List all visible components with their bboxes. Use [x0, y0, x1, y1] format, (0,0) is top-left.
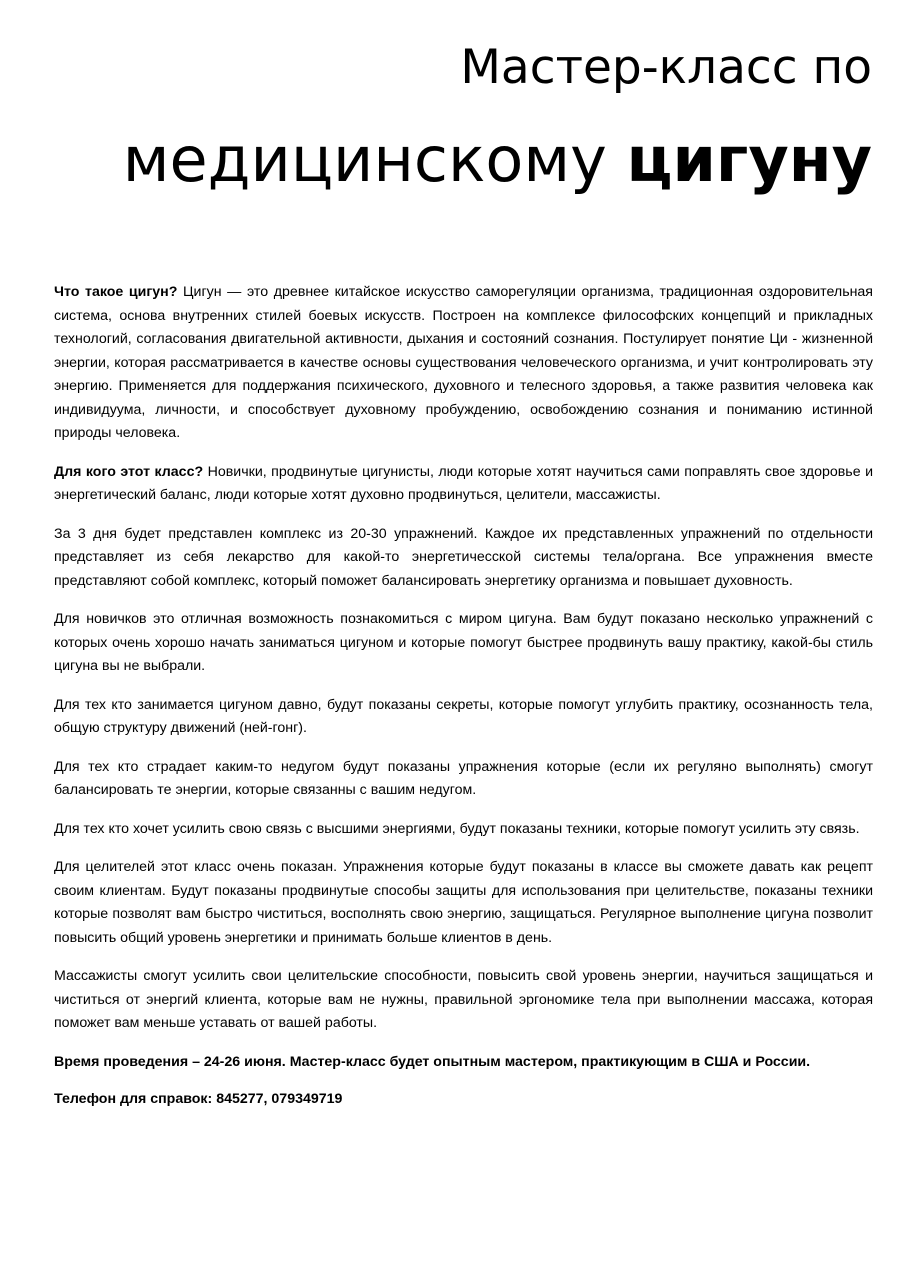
paragraph-program	[54, 523, 873, 594]
paragraph-what-is-qigong	[54, 281, 873, 446]
paragraph-text: Новички, продвинутые цигунисты, люди которые хотят научиться сами поправлять свое здоровье и энергетический баланс, люди которые хотят духовно продвинуться, целители, массажисты.	[54, 463, 873, 503]
paragraph-massage-therapists	[54, 965, 873, 1036]
paragraph-experienced	[54, 694, 873, 741]
schedule-line: Время проведения – 24-26 июня. Мастер-класс будет опытным мастером, практикующим в США и России.	[54, 1053, 811, 1070]
title-line-1: Мастер-класс по	[460, 40, 872, 95]
paragraph-text: Для тех кто страдает каким-то недугом будут показаны упражнения которые (если их регуляно выполнять) смогут балансировать те энергии, которые связанны с вашим недугом.	[54, 758, 873, 798]
paragraph-who-is-it-for	[54, 461, 873, 508]
title-line-2	[123, 120, 872, 200]
paragraph-beginners	[54, 608, 873, 679]
document-title	[123, 38, 872, 200]
paragraph-lead: Для кого этот класс?	[54, 463, 204, 480]
paragraph-text: Цигун — это древнее китайское искусство саморегуляции организма, традиционная оздоровительная система, основа внутренних стилей боевых искусств. Построен на комплексе философских концепций и прикладных технологий, согласования двигательной активности, дыхания и состояний сознания. Постулирует понятие Ци - жизненной энергии, которая рассматривается в качестве основы существования человеческого организма, и учит контролировать эту энергию. Применяется для поддержания психического, духовного и телесного здоровья, а также развития человека как индивидуума, личности, и способствует духовному пробуждению, освобождению сознания и пониманию истинной природы человека.	[54, 284, 873, 441]
paragraph-text: Для новичков это отличная возможность познакомиться с миром цигуна. Вам будут показано несколько упражнений с которых очень хорошо начать заниматься цигуном и которые помогут быстрее продвинуть вашу практику, какой-бы стиль цигуна вы не выбрали.	[54, 611, 873, 674]
paragraph-higher-energies	[54, 818, 873, 842]
paragraph-text: Массажисты смогут усилить свои целительские способности, повысить свой уровень энергии, научиться защищаться и чиститься от энергий клиента, которые вам не нужны, правильной эргономике тела при выполнении массажа, которая поможет вам меньше уставать от вашей работы.	[54, 968, 873, 1031]
title-line-2-regular: медицинскому	[122, 123, 607, 196]
paragraph-text: Для тех кто хочет усилить свою связь с высшими энергиями, будут показаны техники, которые помогут усилить эту связь.	[54, 820, 860, 837]
paragraph-healers	[54, 856, 873, 950]
document-body	[54, 281, 873, 1127]
paragraph-text: Для тех кто занимается цигуном давно, будут показаны секреты, которые помогут углубить практику, осознанность тела, общую структуру движений (ней-гонг).	[54, 696, 873, 736]
paragraph-illness	[54, 756, 873, 803]
title-line-2-bold: цигуну	[626, 123, 872, 196]
paragraph-text: Для целителей этот класс очень показан. Упражнения которые будут показаны в классе вы сможете давать как рецепт своим клиентам. Будут показаны продвинутые способы защиты для использования при целительстве, показаны техники которые позволят вам быстро чиститься, восполнять свою энергию, защищаться. Регулярное выполнение цигуна позволит повысить общий уровень энергетики и принимать больше клиентов в день.	[54, 859, 873, 946]
phone-line: Телефон для справок: 845277, 079349719	[54, 1091, 343, 1107]
paragraph-lead: Что такое цигун?	[54, 284, 178, 300]
paragraph-text: За 3 дня будет представлен комплекс из 20-30 упражнений. Каждое их представленных упражнений по отдельности представляет из себя лекарство для какой-то энергетичесской системы тела/органа. Все упражнения вместе представляют собой комплекс, который поможет балансировать энергетику организма и повышает духовность.	[54, 525, 873, 589]
